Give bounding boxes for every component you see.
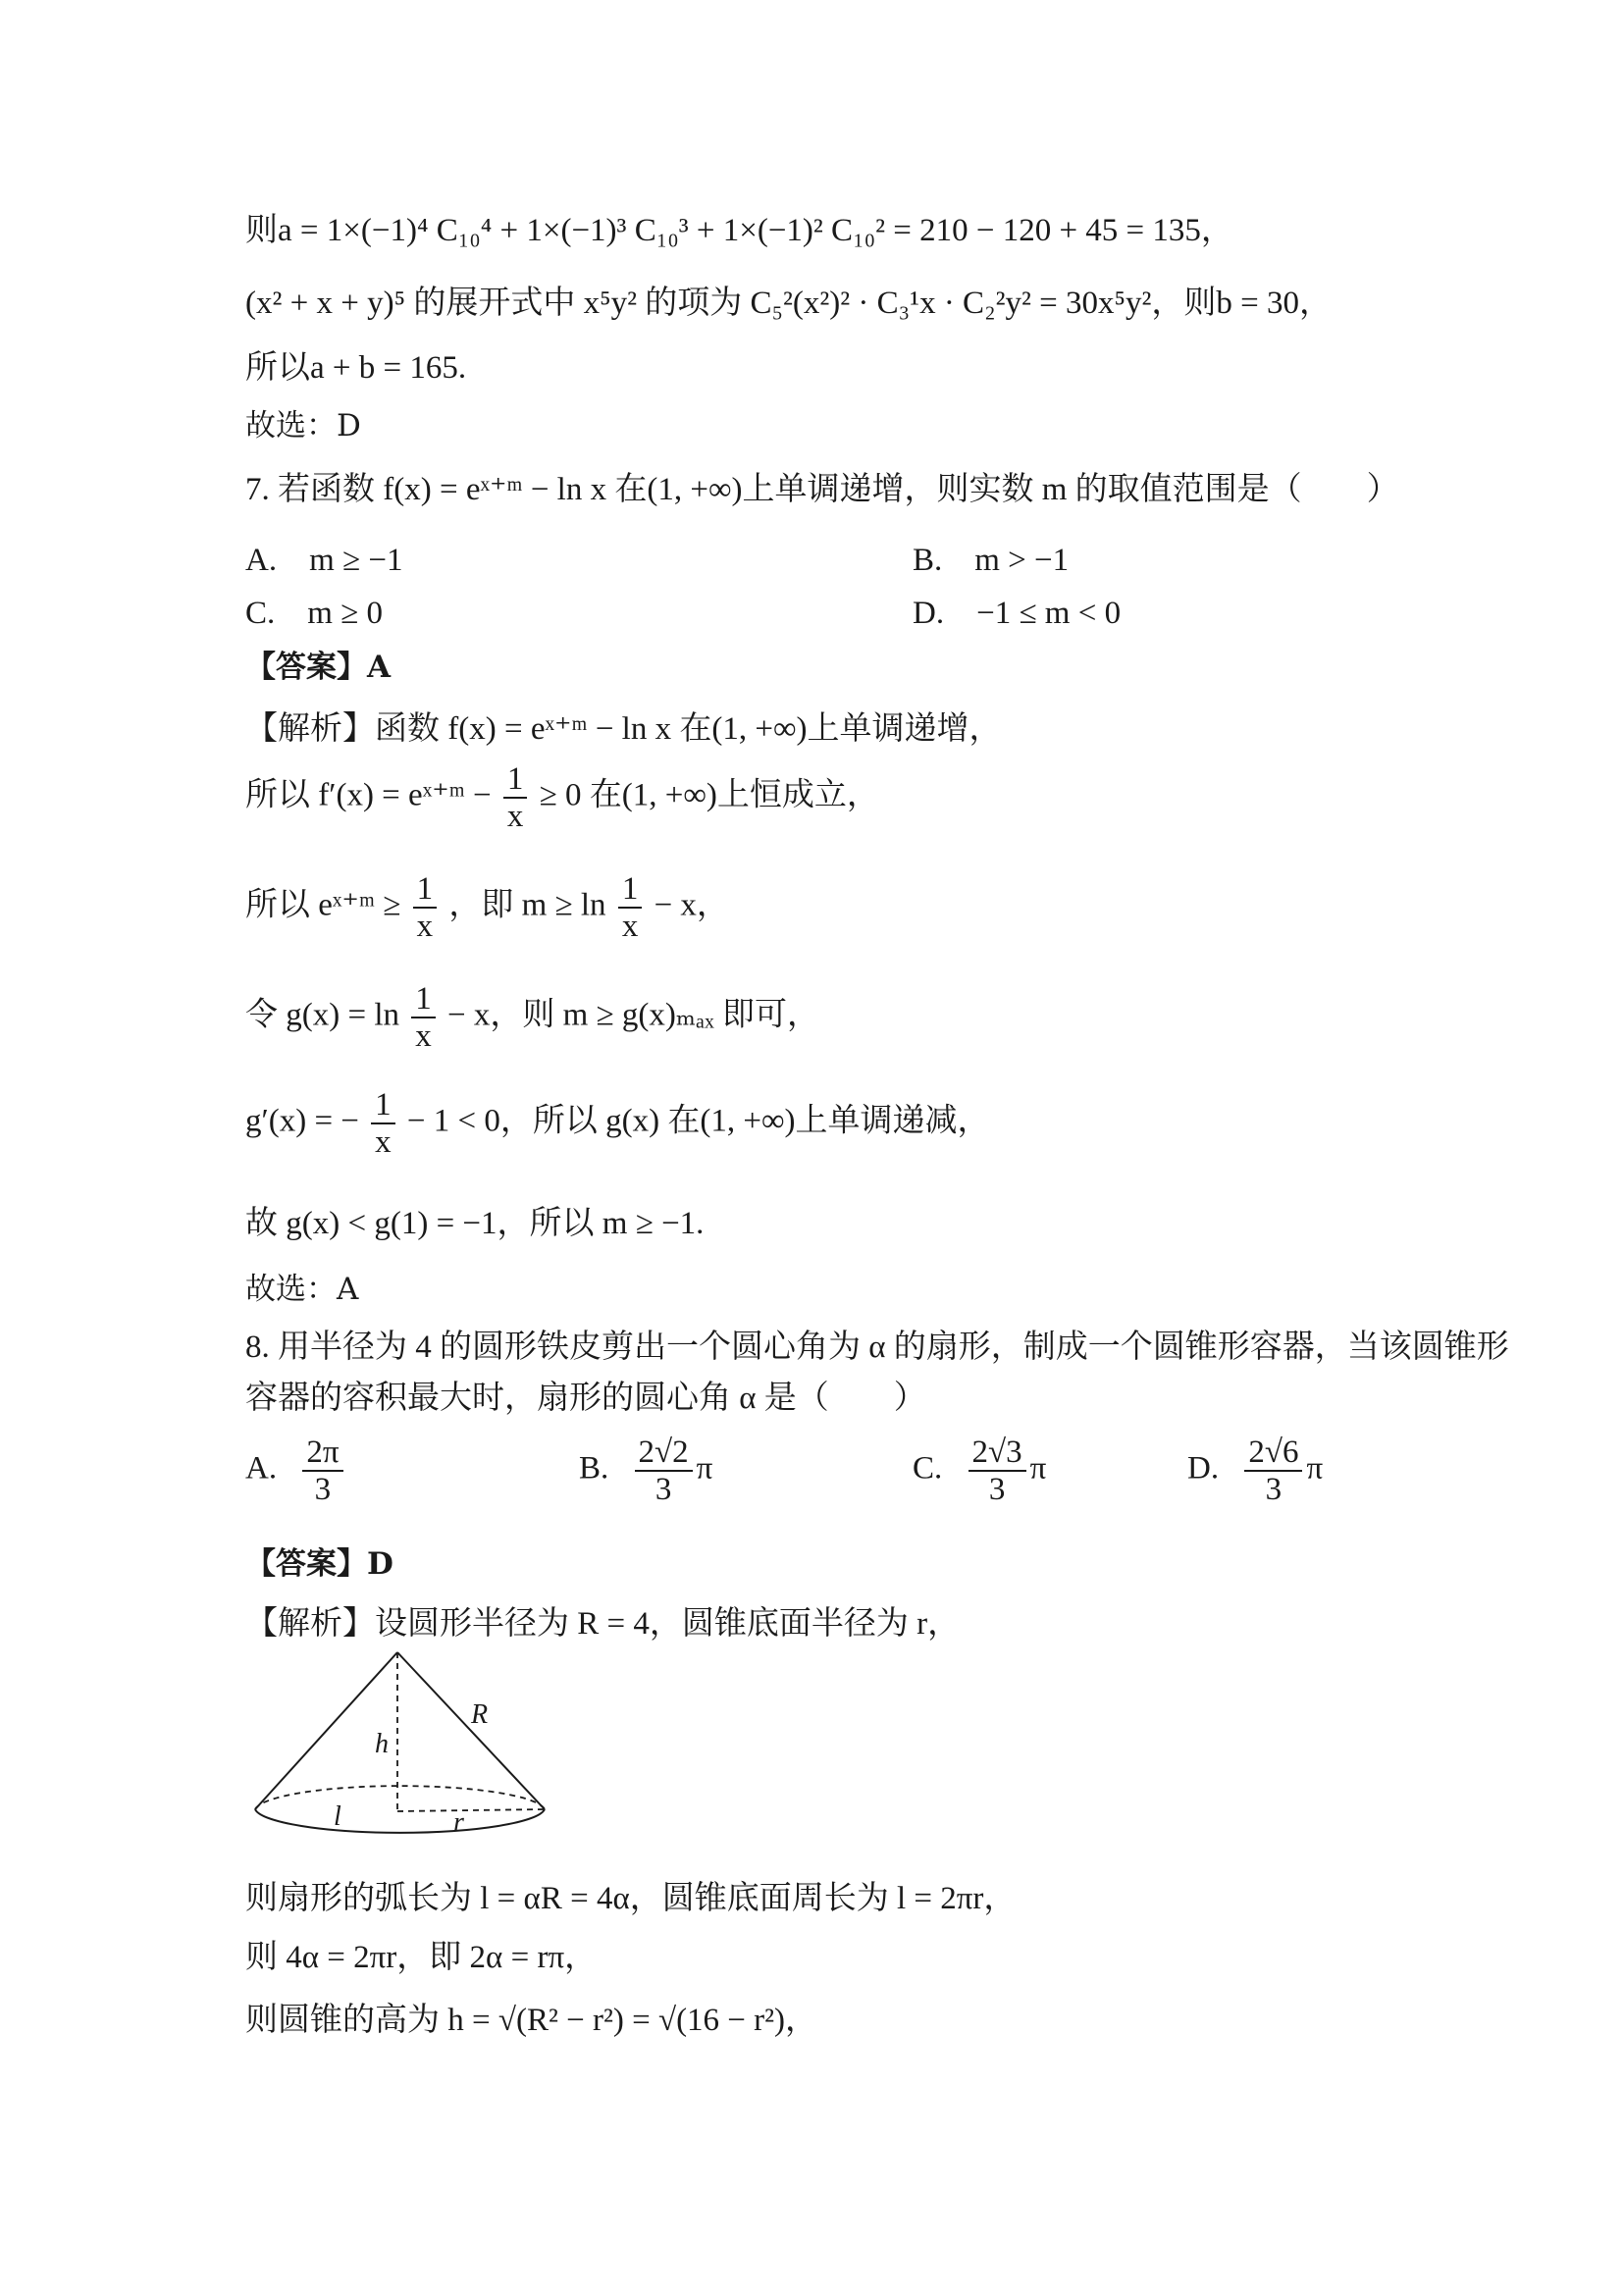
fraction-1-over-x: $\frac{1}{x}$	[411, 981, 436, 1054]
label-R: R	[471, 1699, 489, 1730]
q7-option-c: C. m ≥ 0	[245, 596, 384, 631]
q8-option-c: C. $\frac{2√3}{3}$ π	[913, 1435, 1047, 1507]
q7-option-b: B. m > −1	[913, 543, 1070, 578]
fraction-1-over-x: $\frac{1}{x}$	[371, 1087, 395, 1160]
fraction-1-over-x: $\frac{1}{x}$	[618, 871, 643, 944]
q8-line-b: 则 4α = 2πr，即 2α = rπ，	[245, 1940, 598, 1975]
fraction-1-over-x: $\frac{1}{x}$	[503, 761, 528, 834]
q7-choose: 故选：A	[245, 1272, 359, 1307]
q8-analysis-1: 【解析】设圆形半径为 R = 4，圆锥底面半径为 r，	[245, 1606, 961, 1642]
cone-base-front	[255, 1809, 545, 1833]
q7-analysis-5: g′(x) = − $\frac{1}{x}$ − 1 < 0，所以 g(x) 在(1, +∞)上单调递减，	[245, 1087, 990, 1160]
cone-radius-line	[397, 1809, 545, 1811]
solution-line-1: 则a = 1×(−1)⁴ C₁₀⁴ + 1×(−1)³ C₁₀³ + 1×(−1)² C₁₀² = 210 − 120 + 45 = 135，	[245, 213, 1233, 248]
label-h: h	[375, 1729, 389, 1759]
q8-answer: 【答案】D	[245, 1546, 393, 1582]
label-r: r	[453, 1807, 464, 1838]
q8-line-c: 则圆锥的高为 h = √(R² − r²) = √(16 − r²)，	[245, 2003, 818, 2038]
q7-analysis-6: 故 g(x) < g(1) = −1，所以 m ≥ −1.	[245, 1206, 705, 1241]
solution-line-2: (x² + x + y)⁵ 的展开式中 x⁵y² 的项为 C₅²(x²)² · C₃¹x · C₂²y² = 30x⁵y²，则b = 30，	[245, 286, 1332, 321]
q7-analysis-1: 【解析】函数 f(x) = eˣ⁺ᵐ − ln x 在(1, +∞)上单调递增，	[245, 711, 1002, 747]
q7-option-a: A. m ≥ −1	[245, 543, 403, 578]
label-l: l	[334, 1801, 341, 1832]
q7-analysis-3: 所以 eˣ⁺ᵐ ≥ $\frac{1}{x}$ ，即 m ≥ ln $\frac{1}{x}$ − x，	[245, 871, 729, 944]
q7-option-d: D. −1 ≤ m < 0	[913, 596, 1122, 631]
fraction-1-over-x: $\frac{1}{x}$	[413, 871, 438, 944]
q8-stem-2: 容器的容积最大时，扇形的圆心角 α 是（ ）	[245, 1381, 926, 1416]
q7-analysis-2: 所以 f′(x) = eˣ⁺ᵐ − $\frac{1}{x}$ ≥ 0 在(1, +∞)上恒成立，	[245, 761, 879, 834]
q8-option-a: A. $\frac{2\pi}{3}$	[245, 1435, 347, 1507]
cone-base-back	[255, 1786, 545, 1809]
cone-figure	[245, 1644, 559, 1860]
q7-analysis-4: 令 g(x) = ln $\frac{1}{x}$ − x，则 m ≥ g(x)ₘₐₓ 即可，	[245, 981, 819, 1054]
q8-option-b: B. $\frac{2√2}{3}$ π	[579, 1435, 713, 1507]
q8-option-d: D. $\frac{2√6}{3}$ π	[1187, 1435, 1324, 1507]
q8-stem-1: 8. 用半径为 4 的圆形铁皮剪出一个圆心角为 α 的扇形，制成一个圆锥形容器，当该圆锥形	[245, 1330, 1509, 1365]
q8-line-a: 则扇形的弧长为 l = αR = 4α，圆锥底面周长为 l = 2πr，	[245, 1881, 1017, 1916]
q7-stem: 7. 若函数 f(x) = eˣ⁺ᵐ − ln x 在(1, +∞)上单调递增，则实数 m 的取值范围是（ ）	[245, 472, 1399, 507]
q7-answer: 【答案】A	[245, 650, 392, 685]
cone-slant-right	[397, 1652, 545, 1809]
solution-line-3: 所以a + b = 165.	[245, 350, 467, 386]
choose-line-q6: 故选：D	[245, 408, 361, 444]
